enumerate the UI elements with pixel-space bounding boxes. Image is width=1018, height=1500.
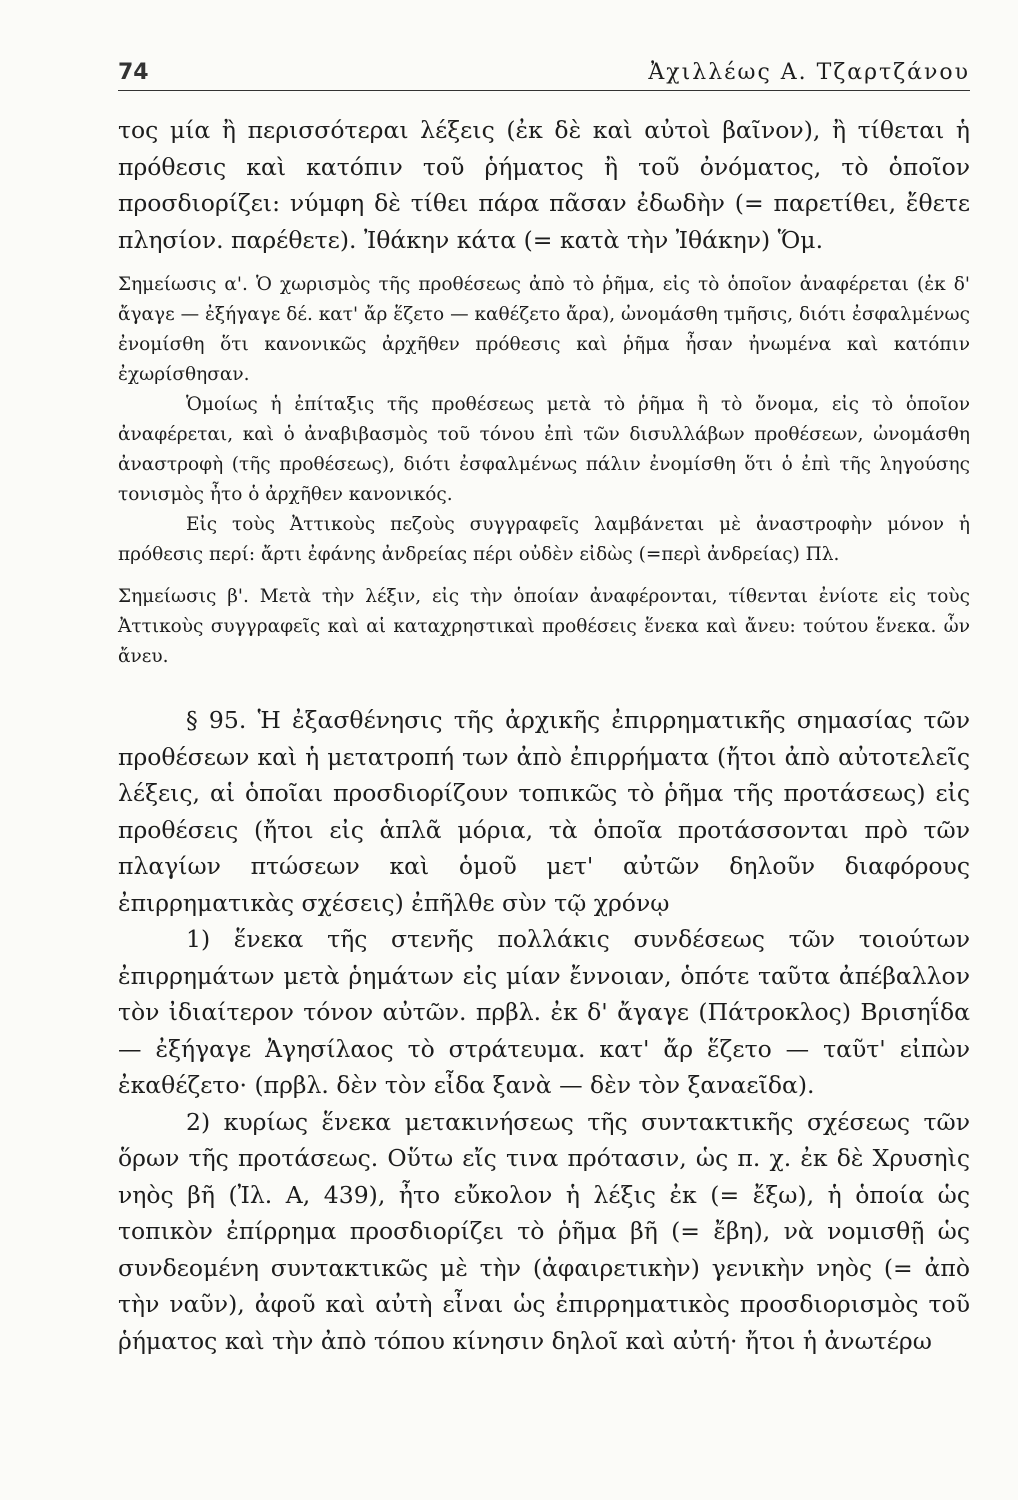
page-number: 74 [118,60,149,85]
note-beta: Σημείωσις β'. Μετὰ τὴν λέξιν, εἰς τὴν ὁποίαν ἀναφέρονται, τίθενται ἐνίοτε εἰς τοὺς Ἀττικοὺς συγγραφεῖς καὶ αἱ καταχρηστικαὶ προθέσεις ἕνεκα καὶ ἄνευ: τούτου ἕνεκα. ὧν ἄνευ. [118,586,970,667]
running-title: Ἀχιλλέως Α. Τζαρτζάνου [648,60,970,85]
section-95-point-1: 1) ἕνεκα τῆς στενῆς πολλάκις συνδέσεως τῶν τοιούτων ἐπιρρημάτων μετὰ ῥημάτων εἰς μίαν ἔννοιαν, ὁπότε ταῦτα ἀπέβαλλον τὸν ἰδιαίτερον τόνον αὐτῶν. πρβλ. ἐκ δ' ἄγαγε (Πάτροκλος) Βρισηΐδα — ἐξήγαγε Ἀγησίλαος τὸ στράτευμα. κατ' ἄρ ἕζετο — ταῦτ' εἰπὼν ἐκαθέζετο· (πρβλ. δὲν τὸν εἶδα ξανὰ — δὲν τὸν ξαναεῖδα). [118,925,970,1099]
note-alpha: Σημείωσις α'. Ὁ χωρισμὸς τῆς προθέσεως ἀπὸ τὸ ῥῆμα, εἰς τὸ ὁποῖον ἀναφέρεται (ἐκ δ' ἄγαγε — ἐξήγαγε δέ. κατ' ἄρ ἕζετο — καθέζετο ἄρα), ὠνομάσθη τμῆσις, διότι ἐσφαλμένως ἐνομίσθη ὅτι κανονικῶς ἀρχῆθεν πρόθεσις καὶ ῥῆμα ἦσαν ἠνωμένα καὶ κατόπιν ἐχωρίσθησαν. [118,274,970,385]
note-anastrophe: Ὁμοίως ἡ ἐπίταξις τῆς προθέσεως μετὰ τὸ ῥῆμα ἢ τὸ ὄνομα, εἰς τὸ ὁποῖον ἀναφέρεται, καὶ ὁ ἀναβιβασμὸς τοῦ τόνου ἐπὶ τῶν δισυλλάβων προθέσεων, ὠνομάσθη ἀναστροφὴ (τῆς προθέσεως), διότι ἐσφαλμένως πάλιν ἐνομίσθη ὅτι ὁ ἐπὶ τῆς ληγούσης τονισμὸς ἦτο ὁ ἀρχῆθεν κανονικός. [118,394,970,505]
body-text [118,112,970,1359]
section-95-intro: § 95. Ἡ ἐξασθένησις τῆς ἀρχικῆς ἐπιρρηματικῆς σημασίας τῶν προθέσεων καὶ ἡ μετατροπή των ἀπὸ ἐπιρρήματα (ἤτοι ἀπὸ αὐτοτελεῖς λέξεις, αἱ ὁποῖαι προσδιορίζουν τοπικῶς τὸ ῥῆμα τῆς προτάσεως) εἰς προθέσεις (ἤτοι εἰς ἁπλᾶ μόρια, τὰ ὁποῖα προτάσσονται πρὸ τῶν πλαγίων πτώσεων καὶ ὁμοῦ μετ' αὐτῶν δηλοῦν διαφόρους ἐπιρρηματικὰς σχέσεις) ἐπῆλθε σὺν τῷ χρόνῳ [118,706,970,917]
note-attic-peri: Εἰς τοὺς Ἀττικοὺς πεζοὺς συγγραφεῖς λαμβάνεται μὲ ἀναστροφὴν μόνον ἡ πρόθεσις περί: ἄρτι ἐφάνης ἀνδρείας πέρι οὐδὲν εἰδὼς (=περὶ ἀνδρείας) Πλ. [118,514,970,565]
section-95-point-2: 2) κυρίως ἕνεκα μετακινήσεως τῆς συντακτικῆς σχέσεως τῶν ὅρων τῆς προτάσεως. Οὕτω εἴς τινα πρότασιν, ὡς π. χ. ἐκ δὲ Χρυσηὶς νηὸς βῆ (Ἰλ. Α, 439), ἦτο εὔκολον ἡ λέξις ἐκ (= ἔξω), ἡ ὁποία ὡς τοπικὸν ἐπίρρημα προσδιορίζει τὸ ῥῆμα βῆ (= ἔβη), νὰ νομισθῇ ὡς συνδεομένη συντακτικῶς μὲ τὴν (ἀφαιρετικὴν) γενικὴν νηὸς (= ἀπὸ τὴν ναῦν), ἀφοῦ καὶ αὐτὴ εἶναι ὡς ἐπιρρηματικὸς προσδιορισμὸς τοῦ ῥήματος καὶ τὴν ἀπὸ τόπου κίνησιν δηλοῖ καὶ αὐτή· ἤτοι ἡ ἀνωτέρω [118,1107,970,1355]
paragraph-continuation: τος μία ἢ περισσότεραι λέξεις (ἐκ δὲ καὶ αὐτοὶ βαῖνον), ἢ τίθεται ἡ πρόθεσις καὶ κατόπιν τοῦ ῥήματος ἢ τοῦ ὀνόματος, τὸ ὁποῖον προσδιορίζει: νύμφη δὲ τίθει πάρα πᾶσαν ἐδωδὴν (= παρετίθει, ἔθετε πλησίον. παρέθετε). Ἰθάκην κάτα (= κατὰ τὴν Ἰθάκην) Ὅμ. [118,116,970,254]
page-header [118,56,970,91]
